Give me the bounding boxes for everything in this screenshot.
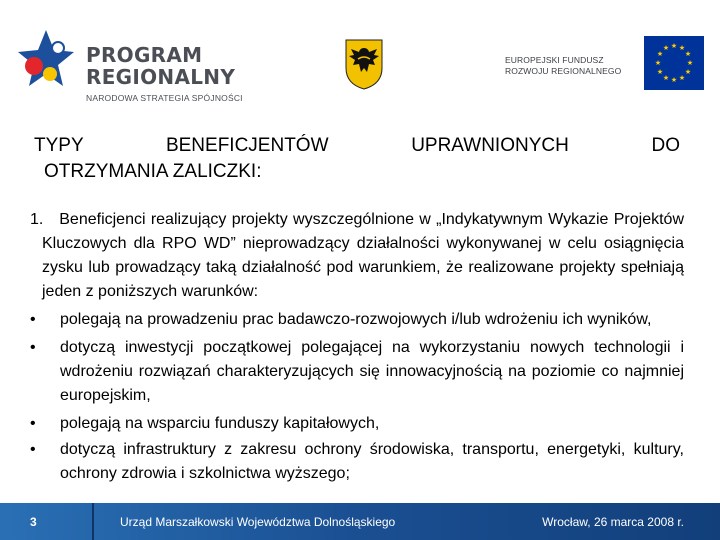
svg-text:★: ★	[678, 74, 686, 82]
svg-text:★: ★	[656, 68, 664, 76]
svg-text:★: ★	[678, 44, 686, 52]
program-logo-line2: REGIONALNY	[86, 65, 236, 89]
slide-title-line1	[34, 133, 680, 159]
footer-organization: Urząd Marszałkowski Województwa Dolnośląskiego	[120, 515, 396, 529]
numbered-item-1	[30, 208, 684, 304]
bullet-text: dotyczą inwestycji początkowej polegającej na wykorzystaniu nowych technologii i wdrożeniu rozwiązań charakteryzujących się innowacyjnością na poziomie co najmniej europejskim,	[60, 339, 684, 404]
page-number: 3	[30, 515, 37, 529]
slide-body	[30, 208, 684, 486]
bullet-text: dotyczą infrastruktury z zakresu ochrony środowiska, transportu, energetyki, kultury, ochrony zdrowia i szkolnictwa wyższego;	[60, 441, 684, 482]
svg-text:★: ★	[670, 42, 678, 50]
program-regionalny-logo	[16, 26, 266, 106]
eu-flag-icon	[644, 36, 704, 90]
program-logo-line3: NARODOWA STRATEGIA SPÓJNOŚCI	[86, 93, 243, 103]
title-word: DO	[651, 135, 680, 156]
bullet-symbol: •	[30, 339, 36, 356]
svg-text:★: ★	[662, 74, 670, 82]
eu-fund-logo-text	[505, 55, 621, 77]
item-number: 1.	[30, 211, 44, 228]
title-word: BENEFICJENTÓW	[165, 135, 329, 156]
bullet-symbol: •	[30, 311, 36, 328]
program-logo-text	[86, 44, 243, 103]
title-word: TYPY	[34, 135, 84, 156]
item-text: Beneficjenci realizujący projekty wyszczególnione w „Indykatywnym Wykazie Projektów Kluczowych dla RPO WD” nieprowadzący działalności wykonywanej w celu osiągnięcia zysku lub prowadzący taką działalność pod warunkiem, że realizowane projekty spełniają jeden z poniższych warunków:	[42, 211, 684, 300]
slide-footer	[0, 503, 720, 540]
eu-logo-line1: EUROPEJSKI FUNDUSZ	[505, 55, 604, 65]
bullet-item	[30, 308, 684, 332]
svg-text:★: ★	[684, 68, 692, 76]
title-word: UPRAWNIONYCH	[411, 135, 569, 156]
program-logo-line1: PROGRAM	[86, 43, 203, 67]
svg-text:★: ★	[670, 76, 678, 84]
svg-text:★: ★	[662, 44, 670, 52]
bullet-text: polegają na wsparciu funduszy kapitałowych,	[60, 415, 380, 432]
svg-text:★: ★	[686, 59, 694, 67]
bullet-item	[30, 412, 684, 436]
svg-text:★: ★	[684, 50, 692, 58]
footer-divider	[92, 503, 94, 540]
bullet-symbol: •	[30, 441, 36, 458]
bullet-item	[30, 336, 684, 408]
svg-text:★: ★	[656, 50, 664, 58]
program-logo-star-icon	[16, 26, 78, 96]
footer-date: Wrocław, 26 marca 2008 r.	[542, 515, 684, 529]
slide-header	[0, 0, 720, 120]
lower-silesia-eagle-crest-icon	[344, 38, 384, 90]
svg-text:★: ★	[654, 59, 662, 67]
bullet-text: polegają na prowadzeniu prac badawczo-rozwojowych i/lub wdrożeniu ich wyników,	[60, 311, 652, 328]
bullet-item	[30, 438, 684, 486]
eu-logo-line2: ROZWOJU REGIONALNEGO	[505, 66, 622, 76]
slide-title-line2: OTRZYMANIA ZALICZKI:	[44, 161, 262, 182]
bullet-symbol: •	[30, 415, 36, 432]
